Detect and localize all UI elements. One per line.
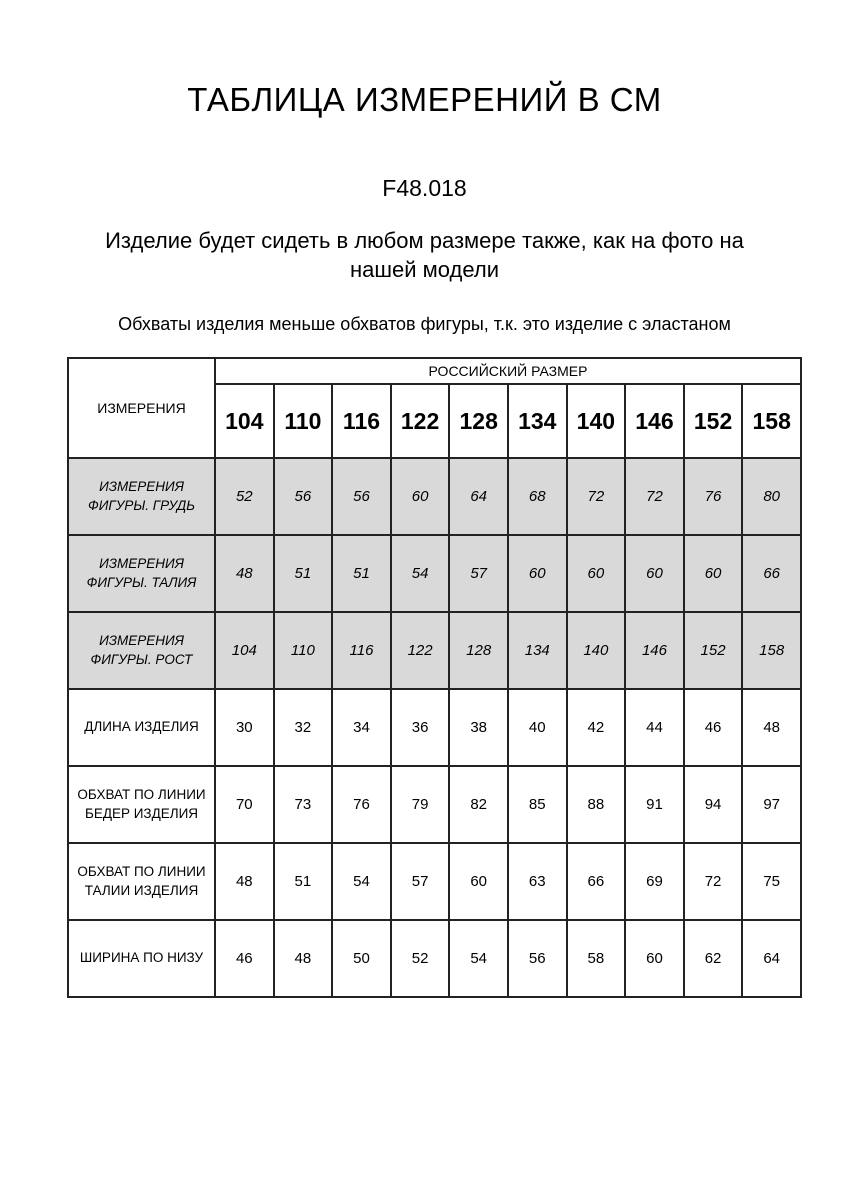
value-cell: 72 [625,458,684,535]
value-cell: 57 [449,535,508,612]
value-cell: 34 [332,689,391,766]
table-header [68,358,801,458]
size-header-cell: 134 [508,384,567,458]
value-cell: 54 [449,920,508,997]
value-cell: 64 [449,458,508,535]
table-row [68,612,801,689]
value-cell: 62 [684,920,743,997]
size-header-cell: 110 [274,384,333,458]
table-row [68,843,801,920]
value-cell: 50 [332,920,391,997]
size-header-cell: 128 [449,384,508,458]
value-cell: 42 [567,689,626,766]
row-label-cell: ИЗМЕРЕНИЯ ФИГУРЫ. ТАЛИЯ [68,535,215,612]
size-header-cell: 140 [567,384,626,458]
row-label-cell: ИЗМЕРЕНИЯ ФИГУРЫ. РОСТ [68,612,215,689]
table-row [68,766,801,843]
value-cell: 60 [567,535,626,612]
value-cell: 44 [625,689,684,766]
value-cell: 60 [684,535,743,612]
value-cell: 60 [449,843,508,920]
value-cell: 54 [332,843,391,920]
value-cell: 51 [274,535,333,612]
value-cell: 60 [625,535,684,612]
value-cell: 76 [684,458,743,535]
value-cell: 79 [391,766,450,843]
value-cell: 122 [391,612,450,689]
product-code: F48.018 [382,175,467,201]
value-cell: 36 [391,689,450,766]
value-cell: 63 [508,843,567,920]
measurements-header-cell: ИЗМЕРЕНИЯ [68,358,215,458]
value-cell: 66 [567,843,626,920]
size-header-cell: 122 [391,384,450,458]
value-cell: 48 [215,843,274,920]
value-cell: 32 [274,689,333,766]
size-group-header-cell: РОССИЙСКИЙ РАЗМЕР [215,358,801,384]
row-label-cell: ДЛИНА ИЗДЕЛИЯ [68,689,215,766]
value-cell: 60 [625,920,684,997]
value-cell: 64 [742,920,801,997]
value-cell: 51 [274,843,333,920]
table-row [68,458,801,535]
value-cell: 51 [332,535,391,612]
value-cell: 48 [215,535,274,612]
value-cell: 140 [567,612,626,689]
page-title: ТАБЛИЦА ИЗМЕРЕНИЙ В СМ [187,81,662,118]
elastane-note: Обхваты изделия меньше обхватов фигуры, т.к. это изделие с эластаном [118,314,731,334]
value-cell: 134 [508,612,567,689]
value-cell: 48 [274,920,333,997]
table-row [68,920,801,997]
value-cell: 116 [332,612,391,689]
value-cell: 38 [449,689,508,766]
value-cell: 57 [391,843,450,920]
value-cell: 40 [508,689,567,766]
value-cell: 46 [215,920,274,997]
value-cell: 30 [215,689,274,766]
value-cell: 152 [684,612,743,689]
value-cell: 56 [332,458,391,535]
row-label-cell: ИЗМЕРЕНИЯ ФИГУРЫ. ГРУДЬ [68,458,215,535]
value-cell: 69 [625,843,684,920]
size-header-cell: 104 [215,384,274,458]
row-label-cell: ОБХВАТ ПО ЛИНИИ БЕДЕР ИЗДЕЛИЯ [68,766,215,843]
value-cell: 56 [508,920,567,997]
value-cell: 104 [215,612,274,689]
table-row [68,689,801,766]
size-header-cell: 152 [684,384,743,458]
value-cell: 58 [567,920,626,997]
value-cell: 80 [742,458,801,535]
value-cell: 70 [215,766,274,843]
value-cell: 128 [449,612,508,689]
row-label-cell: ОБХВАТ ПО ЛИНИИ ТАЛИИ ИЗДЕЛИЯ [68,843,215,920]
measurements-table [67,357,802,998]
value-cell: 73 [274,766,333,843]
group-header-row [68,358,801,384]
value-cell: 72 [684,843,743,920]
row-label-cell: ШИРИНА ПО НИЗУ [68,920,215,997]
value-cell: 110 [274,612,333,689]
value-cell: 97 [742,766,801,843]
table-row [68,535,801,612]
value-cell: 91 [625,766,684,843]
value-cell: 94 [684,766,743,843]
size-header-cell: 158 [742,384,801,458]
value-cell: 56 [274,458,333,535]
value-cell: 66 [742,535,801,612]
value-cell: 46 [684,689,743,766]
value-cell: 48 [742,689,801,766]
value-cell: 88 [567,766,626,843]
size-header-cell: 116 [332,384,391,458]
value-cell: 76 [332,766,391,843]
value-cell: 52 [391,920,450,997]
value-cell: 54 [391,535,450,612]
value-cell: 85 [508,766,567,843]
value-cell: 72 [567,458,626,535]
size-header-cell: 146 [625,384,684,458]
value-cell: 158 [742,612,801,689]
value-cell: 52 [215,458,274,535]
value-cell: 60 [508,535,567,612]
table-body [68,458,801,997]
value-cell: 146 [625,612,684,689]
fit-note: Изделие будет сидеть в любом размере также, как на фото на нашей модели [105,228,744,282]
value-cell: 75 [742,843,801,920]
value-cell: 82 [449,766,508,843]
value-cell: 68 [508,458,567,535]
value-cell: 60 [391,458,450,535]
